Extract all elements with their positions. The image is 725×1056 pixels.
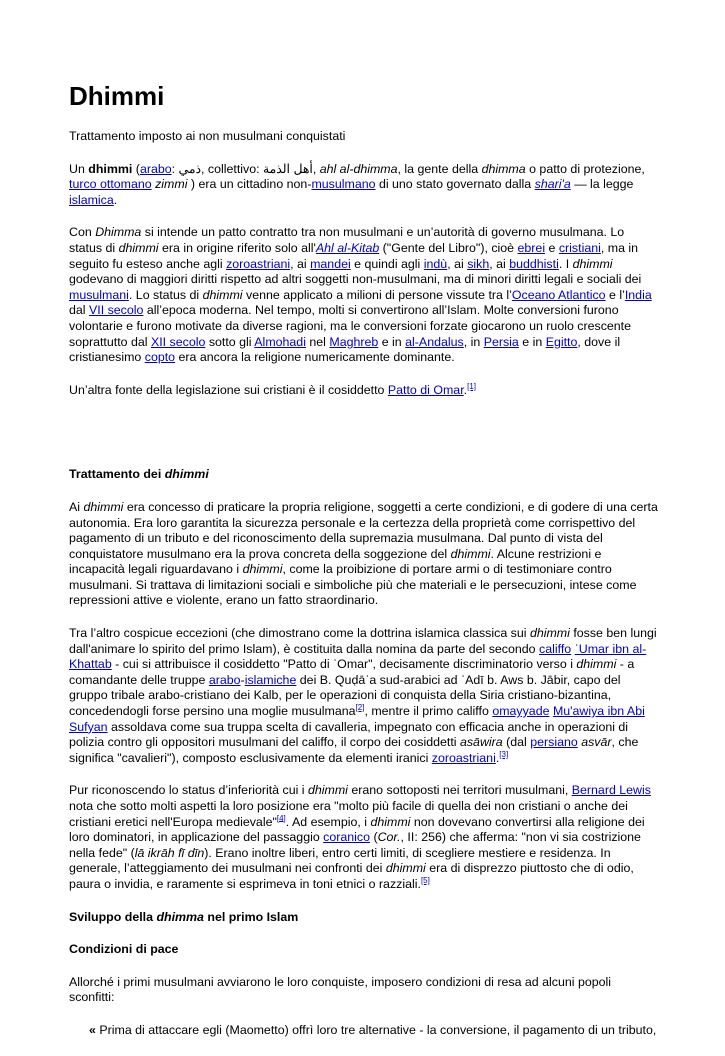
link-maghreb[interactable]: Maghreb [329,334,379,349]
link-oceano-atlantico[interactable]: Oceano Atlantico [511,287,606,302]
link-buddhisti[interactable]: buddhisti [509,256,559,271]
conditions-paragraph: Allorché i primi musulmani avviarono le loro conquiste, imposero condizioni di resa ad alcuni popoli sconfitti: [69,974,612,1005]
footnote-ref-5[interactable]: [5] [420,875,430,885]
link-zoroastriani-2[interactable]: zoroastriani [431,750,496,765]
section-heading-sviluppo: Sviluppo della dhimma nel primo Islam [69,909,299,924]
link-ahl-al-kitab[interactable]: Ahl al-Kitab [315,240,380,255]
treatment-paragraph: Ai dhimmi era concesso di praticare la propria religione, soggetti a certe condizioni, e di godere di una certa autonomia. Era loro garantita la sicurezza personale e la certezza della proprietà come corrispettivo del pagamento di un tributo e del riconoscimento della supremazia musulmana. Dal punto di vista del conquistatore musulmano era la prova concreta della soggezione del dhimmi. Alcune restrizioni e incapacità legali riguardavano i dhimmi, come la proibizione di portare armi o di testimoniare contro musulmani. Si trattava di limitazioni sociali e simboliche più che materiali e le persecuzioni, intese come repressioni attive e violente, erano un fatto straordinario. [69,499,658,608]
section-heading-condizioni: Condizioni di pace [69,942,179,957]
link-bernard-lewis[interactable]: Bernard Lewis [571,783,651,798]
footnote-ref-3[interactable]: [3] [499,749,509,759]
link-musulmani[interactable]: musulmani [69,287,129,302]
link-umar-ibn-al-khattab[interactable]: ʿUmar ibn al-Khattab [69,641,647,672]
blockquote: « Prima di attaccare egli (Maometto) offrì loro tre alternative - la conversione, il pagamento di un tributo, [89,1022,657,1037]
link-persiano[interactable]: persiano [530,735,578,750]
link-egitto[interactable]: Egitto [545,334,578,349]
link-zoroastriani[interactable]: zoroastriani [226,256,291,271]
link-omayyade[interactable]: omayyade [492,704,550,719]
link-musulmano[interactable]: musulmano [311,177,376,192]
link-muawiya[interactable]: Mu'awiya ibn Abi Sufyan [69,704,645,734]
link-vii-secolo[interactable]: VII secolo [88,303,144,318]
link-califfo[interactable]: califfo [539,641,572,656]
definition-paragraph: Con Dhimma si intende un patto contratto tra non musulmani e un’autorità di governo musulmana. Lo status di dhimmi era in origine riferito solo all'Ahl al-Kitab ("Gente del Libro"), cioè ebrei e cristiani, ma in seguito fu esteso anche agli zoroastriani, ai mandei e quindi agli indù, ai sikh, ai buddhisti. I dhimmi godevano di maggiori diritti rispetto ad altri soggetti non-musulmani, ma di minori diritti legali e sociali dei musulmani. Lo status di dhimmi venne applicato a milioni di persone vissute tra l’Oceano Atlantico e l’India dal VII secolo all’epoca moderna. Nel tempo, molti si convertirono all’Islam. Molte conversioni furono volontarie e furono motivate da diverse ragioni, ma le conversioni forzate giocarono un ruolo crescente soprattutto dal XII secolo sotto gli Almohadi nel Maghreb e in al-Andalus, in Persia e in Egitto, dove il cristianesimo copto era ancora la religione numericamente dominante. [69,225,652,365]
intro-paragraph: Un dhimmi (arabo: ذمي, collettivo: أهل الذمة, ahl al-dhimma, la gente della dhimma o patto di protezione, turco ottomano zimmi ) era un cittadino non-musulmano di uno stato governato dalla shari'a — la legge islamica. [69,161,645,207]
lewis-paragraph: Pur riconoscendo lo status d’inferiorità cui i dhimmi erano sottoposti nei territori musulmani, Bernard Lewis nota che sotto molti aspetti la loro posizione era "molto più facile di quella dei non cristiani o anche dei cristiani eretici nell'Europa medievale"[4]. Ad esempio, i dhimmi non dovevano convertirsi alla religione dei loro dominatori, in applicazione del passaggio coranico (Cor., II: 256) che afferma: "non vi sia costrizione nella fede" (lā ikrāh fī dīn). Erano inoltre liberi, entro certi limiti, di scegliere mestiere e residenza. In generale, l’atteggiamento dei musulmani nei confronti dei dhimmi era di disprezzo piuttosto che di odio, paura o invidia, e raramente si esprimeva in toni etnici o razziali.[5] [69,783,651,891]
article [69,80,659,1056]
footnote-ref-4[interactable]: [4] [276,813,286,823]
exceptions-paragraph: Tra l’altro cospicue eccezioni (che dimostrano come la dottrina islamica classica sui dhimmi fosse ben lungi dall'animare lo spirito del primo Islam), è costituita dalla nomina da parte del secondo califfo ʿUmar ibn al-Khattab - cui si attribuisce il cosiddetto "Patto di ʿOmar", decisamente discriminatorio verso i dhimmi - a comandante delle truppe arabo-islamiche dei B. Quḍāʿa sud-arabici ad ʿAdī b. Aws b. Jābir, capo del gruppo tribale arabo-cristiano dei Kalb, per le operazioni di conquista della Siria cristiano-bizantina, concedendogli forse persino una moglie musulmana[2], mentre il primo califfo omayyade Mu'awiya ibn Abi Sufyan assoldava come sua truppa scelta di cavalleria, impegnato con efficacia anche in operazioni di polizia contro gli oppositori musulmani del califfo, il corpo dei cosiddetti asāwira (dal persiano asvār, che significa "cavalieri"), composto esclusivamente da elementi iranici zoroastriani.[3] [69,626,657,765]
link-turco-ottomano[interactable]: turco ottomano [69,177,152,192]
link-islamiche[interactable]: islamiche [244,672,297,687]
link-indu[interactable]: indù [423,256,448,271]
arabic-singular: ذمي [178,161,202,176]
footnote-ref-1[interactable]: [1] [467,381,477,391]
link-cristiani[interactable]: cristiani [558,240,601,255]
link-xii-secolo[interactable]: XII secolo [150,334,206,349]
link-patto-di-omar[interactable]: Patto di Omar [387,382,464,397]
omar-paragraph: Un’altra fonte della legislazione sui cristiani è il cosiddetto Patto di Omar.[1] [69,381,477,397]
link-sharia[interactable]: shari'a [534,177,571,192]
link-ebrei[interactable]: ebrei [517,240,546,255]
link-sikh[interactable]: sikh [467,256,490,271]
link-almohadi[interactable]: Almohadi [254,334,306,349]
link-india[interactable]: India [624,287,652,302]
link-coranico[interactable]: coranico [323,830,371,845]
link-arabo-troops[interactable]: arabo [208,672,241,687]
arabic-collective: أهل الذمة [263,161,313,176]
section-heading-trattamento: Trattamento dei dhimmi [69,467,209,482]
link-persia[interactable]: Persia [483,334,519,349]
link-al-andalus[interactable]: al-Andalus [405,334,464,349]
link-islamica[interactable]: islamica [69,192,114,207]
page-title: Dhimmi [69,81,165,111]
quote-mark: « [89,1022,96,1037]
link-mandei[interactable]: mandei [310,256,351,271]
page-subtitle: Trattamento imposto ai non musulmani conquistati [69,129,346,143]
link-arabo[interactable]: arabo [139,161,172,176]
link-copto[interactable]: copto [144,350,176,365]
blank-space [69,415,659,467]
footnote-ref-2[interactable]: [2] [355,702,365,712]
